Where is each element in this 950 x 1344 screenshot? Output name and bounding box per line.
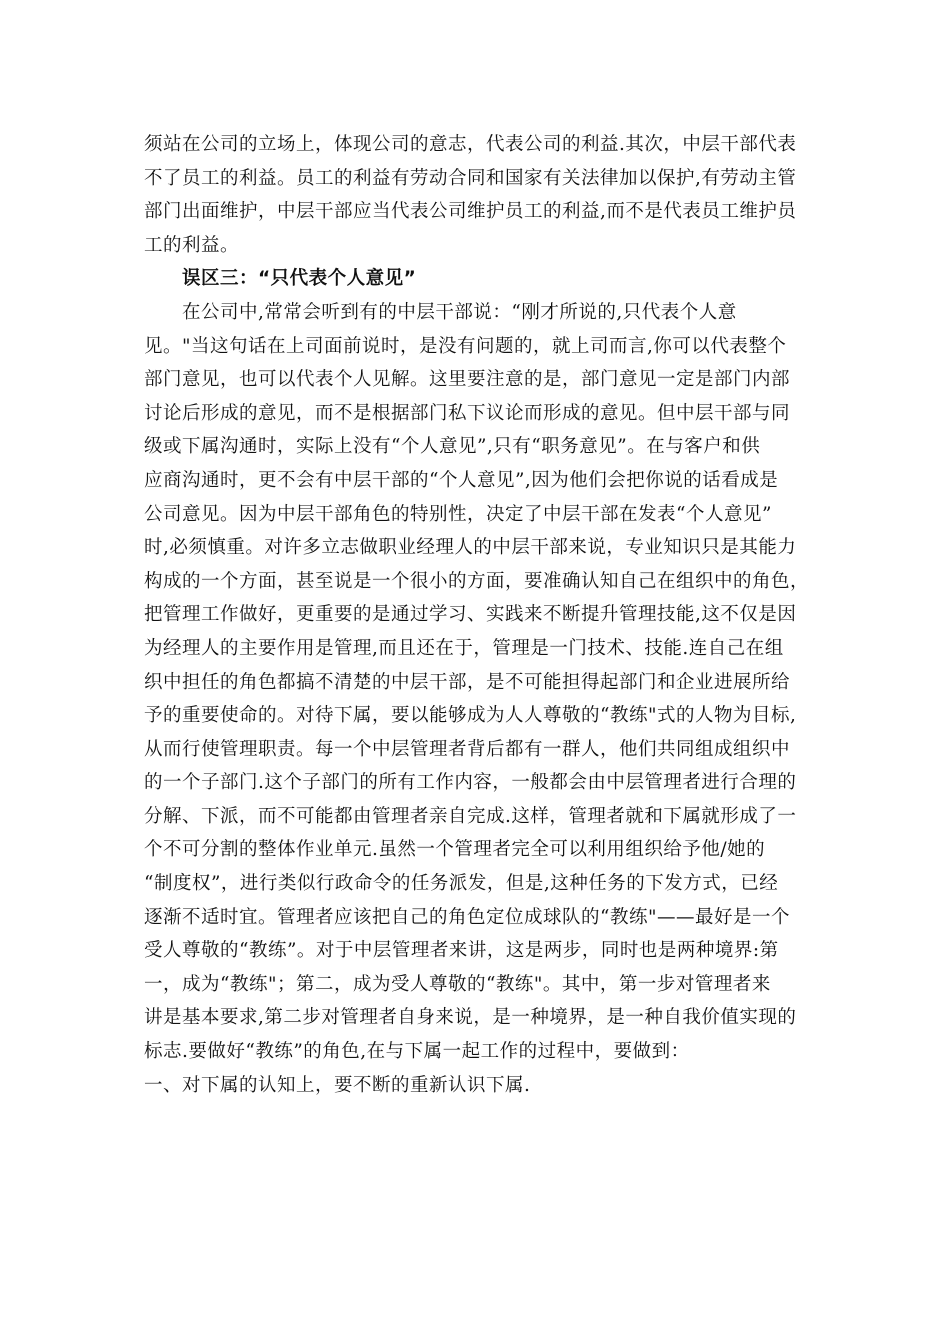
text-line: 构成的一个方面，甚至说是一个很小的方面，要准确认知自己在组织中的角色， xyxy=(144,570,810,592)
text-line: 时,必须慎重。对许多立志做职业经理人的中层干部来说，专业知识只是其能力 xyxy=(144,537,797,559)
text-line: 个不可分割的整体作业单元.虽然一个管理者完全可以利用组织给予他/她的 xyxy=(144,839,766,861)
paragraph-1 xyxy=(144,128,806,262)
text-line: 标志.要做好“教练”的角色,在与下属一起工作的过程中，要做到： xyxy=(144,1041,690,1063)
text-line: 应商沟通时，更不会有中层干部的“个人意见”,因为他们会把你说的话看成是 xyxy=(144,469,779,491)
paragraph-2 xyxy=(144,296,810,1069)
text-line: 从而行使管理职责。每一个中层管理者背后都有一群人，他们共同组成组织中 xyxy=(144,738,791,760)
text-line: 逐渐不适时宜。管理者应该把自己的角色定位成球队的“教练"——最好是一个 xyxy=(144,906,790,928)
text-line: 部门出面维护，中层干部应当代表公司维护员工的利益,而不是代表员工维护员 xyxy=(144,201,797,223)
text-line: 受人尊敬的“教练”。对于中层管理者来讲，这是两步，同时也是两种境界:第 xyxy=(144,940,779,962)
text-line: 织中担任的角色都搞不清楚的中层干部，是不可能担得起部门和企业进展所给 xyxy=(144,671,791,693)
text-line: 级或下属沟通时，实际上没有“个人意见”,只有“职务意见”。在与客户和供 xyxy=(144,436,761,458)
text-line: 把管理工作做好，更重要的是通过学习、实践来不断提升管理技能,这不仅是因 xyxy=(144,604,797,626)
text-line: 在公司中,常常会听到有的中层干部说：“刚才所说的,只代表个人意 xyxy=(182,301,737,323)
text-line: 一，成为“教练"；第二，成为受人尊敬的“教练"。其中，第一步对管理者来 xyxy=(144,973,771,995)
text-line: 不了员工的利益。员工的利益有劳动合同和国家有关法律加以保护,有劳动主管 xyxy=(144,167,797,189)
text-line: 须站在公司的立场上，体现公司的意志，代表公司的利益.其次，中层干部代表 xyxy=(144,134,797,155)
text-line: 予的重要使命的。对待下属，要以能够成为人人尊敬的“教练"式的人物为目标, xyxy=(144,705,797,727)
text-line: 部门意见，也可以代表个人见解。这里要注意的是，部门意见一定是部门内部 xyxy=(144,369,791,391)
text-line: 讲是基本要求,第二步对管理者自身来说，是一种境界，是一种自我价值实现的 xyxy=(144,1007,797,1029)
text-line: 讨论后形成的意见，而不是根据部门私下议论而形成的意见。但中层干部与同 xyxy=(144,402,791,424)
text-line: 分解、下派，而不可能都由管理者亲自完成.这样，管理者就和下属就形成了一 xyxy=(144,805,797,827)
text-line: “制度权”，进行类似行政命令的任务派发，但是,这种任务的下发方式，已经 xyxy=(144,873,779,895)
list-item: 一、对下属的认知上，要不断的重新认识下属. xyxy=(144,1074,531,1096)
text-line: 工的利益。 xyxy=(144,234,240,256)
text-line: 公司意见。因为中层干部角色的特别性，决定了中层干部在发表“个人意见” xyxy=(144,503,772,525)
text-line: 为经理人的主要作用是管理,而且还在于，管理是一门技术、技能.连自己在组 xyxy=(144,637,784,659)
text-line: 见。"当这句话在上司面前说时，是没有问题的，就上司而言,你可以代表整个 xyxy=(144,335,787,357)
document-page xyxy=(144,128,810,1102)
text-line: 的一个子部门.这个子部门的所有工作内容，一般都会由中层管理者进行合理的 xyxy=(144,772,797,794)
section-heading: 误区三：“只代表个人意见” xyxy=(182,268,417,290)
